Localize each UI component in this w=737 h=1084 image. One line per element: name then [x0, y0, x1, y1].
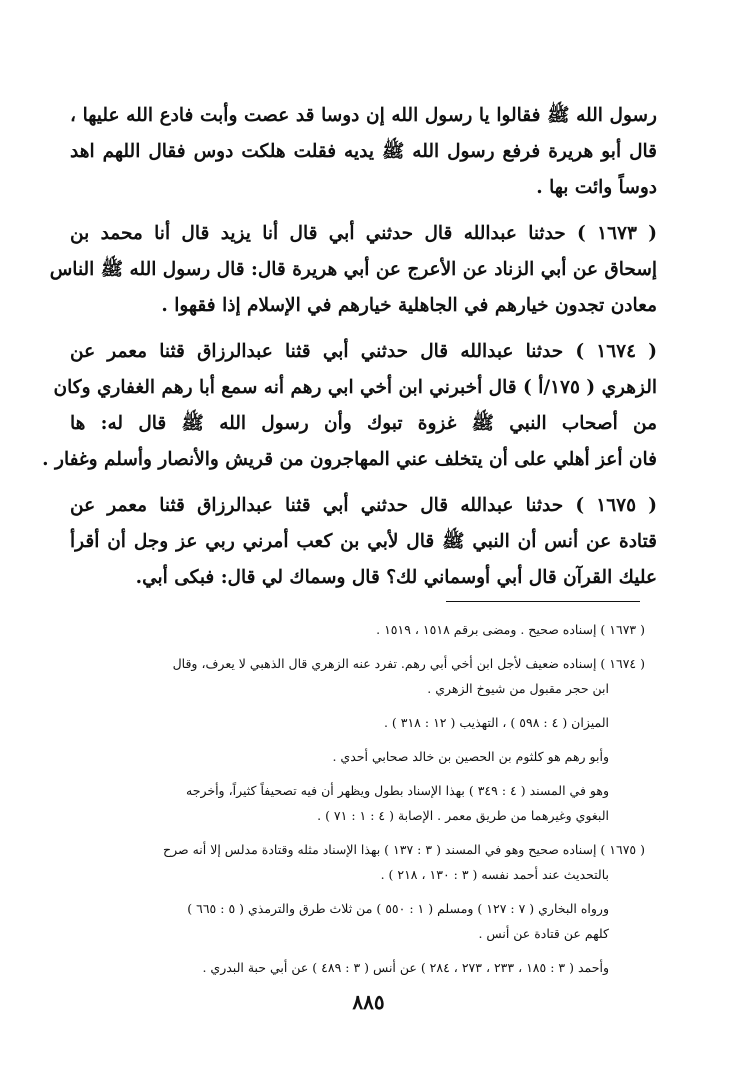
text-line: ( ١٦٧٤ ) حدثنا عبدالله قال حدثني أبي قثنا عبدالرزاق قثنا معمر عن — [70, 341, 657, 362]
footnote-line: ( ١٦٧٣ ) إسناده صحيح . ومضى برقم ١٥١٨ ، ١٥١٩ . — [376, 622, 645, 637]
footnote-divider — [446, 601, 640, 602]
footnote-line: كلهم عن قتادة عن أنس . — [478, 926, 609, 941]
footnote-1675-ahmad — [70, 955, 645, 980]
text-line: الزهري ( ١٧٥/أ ) قال أخبرني ابن أخي ابي رهم أنه سمع أبا رهم الغفاري وكان — [53, 377, 657, 398]
main-text — [42, 98, 657, 606]
footnote-1674 — [70, 651, 645, 701]
text-line: رسول الله ﷺ فقالوا يا رسول الله إن دوسا قد عصت وأبت فادع الله عليها ، — [70, 105, 657, 126]
text-line: قتادة عن أنس أن النبي ﷺ قال لأبي بن كعب أمرني ربي عز وجل أن أقرأ — [70, 531, 657, 552]
footnote-line: ابن حجر مقبول من شيوخ الزهري . — [427, 681, 609, 696]
footnote-line: وأحمد ( ٣ : ١٨٥ ، ٢٣٣ ، ٢٧٣ ، ٢٨٤ ) عن أنس ( ٣ : ٤٨٩ ) عن أبي حبة البدري . — [202, 960, 609, 975]
footnote-line: وأبو رهم هو كلثوم بن الحصين بن خالد صحابي أحدي . — [332, 749, 609, 764]
hadith-1673 — [49, 216, 657, 324]
footnotes — [70, 617, 645, 989]
text-line: عليك القرآن قال أبي أوسماني لك؟ قال وسماك لي قال: فبكى أبي. — [135, 567, 657, 588]
footnote-1674-abu-ruhm — [70, 744, 645, 769]
page-number: ٨٨٥ — [352, 990, 385, 1014]
text-line: قال أبو هريرة فرفع رسول الله ﷺ يديه فقلت هلكت دوس فقال اللهم اهد — [70, 141, 657, 162]
footnote-line: البغوي وغيرهما من طريق معمر . الإصابة ( ٤ : ١ : ٧١ ) . — [317, 808, 609, 823]
text-line: دوساً وائت بها . — [536, 177, 657, 198]
paragraph-continuation — [70, 98, 657, 206]
footnote-line: ورواه البخاري ( ٧ : ١٢٧ ) ومسلم ( ١ : ٥٥٠ ) من ثلاث طرق والترمذي ( ٥ : ٦٦٥ ) — [187, 901, 609, 916]
hadith-1675 — [70, 488, 657, 596]
footnote-line: ( ١٦٧٥ ) إسناده صحيح وهو في المسند ( ٣ : ١٣٧ ) بهذا الإسناد مثله وقتادة مدلس إلا أنه صرح — [163, 842, 645, 857]
text-line: ( ١٦٧٥ ) حدثنا عبدالله قال حدثني أبي قثنا عبدالرزاق قثنا معمر عن — [70, 495, 657, 516]
footnote-1674-musnad — [70, 778, 645, 828]
footnote-line: ( ١٦٧٤ ) إسناده ضعيف لأجل ابن أخي أبي رهم. تفرد عنه الزهري قال الذهبي لا يعرف، وقال — [172, 656, 645, 671]
hadith-1674 — [42, 334, 657, 478]
text-line: فان أعز أهلي على أن يتخلف عني المهاجرون من قريش والأنصار وأسلم وغفار . — [42, 449, 657, 470]
footnote-1675-bukhari — [70, 896, 645, 946]
text-line: ( ١٦٧٣ ) حدثنا عبدالله قال حدثني أبي قال أنا يزيد قال أنا محمد بن — [70, 223, 657, 244]
text-line: معادن تجدون خيارهم في الجاهلية خيارهم في الإسلام إذا فقهوا . — [161, 295, 657, 316]
footnote-1673 — [70, 617, 645, 642]
footnote-line: وهو في المسند ( ٤ : ٣٤٩ ) بهذا الإسناد بطول ويظهر أن فيه تصحيفاً كثيراً، وأخرجه — [186, 783, 609, 798]
footnote-line: الميزان ( ٤ : ٥٩٨ ) ، التهذيب ( ١٢ : ٣١٨ ) . — [383, 715, 609, 730]
footnote-1675 — [70, 837, 645, 887]
footnote-1674-mizan — [70, 710, 645, 735]
footnote-line: بالتحديث عند أحمد نفسه ( ٣ : ١٣٠ ، ٢١٨ ) . — [380, 867, 609, 882]
text-line: إسحاق عن أبي الزناد عن الأعرج عن أبي هريرة قال: قال رسول الله ﷺ الناس — [49, 259, 657, 280]
text-line: من أصحاب النبي ﷺ غزوة تبوك وأن رسول الله ﷺ قال له: ها — [70, 413, 657, 434]
